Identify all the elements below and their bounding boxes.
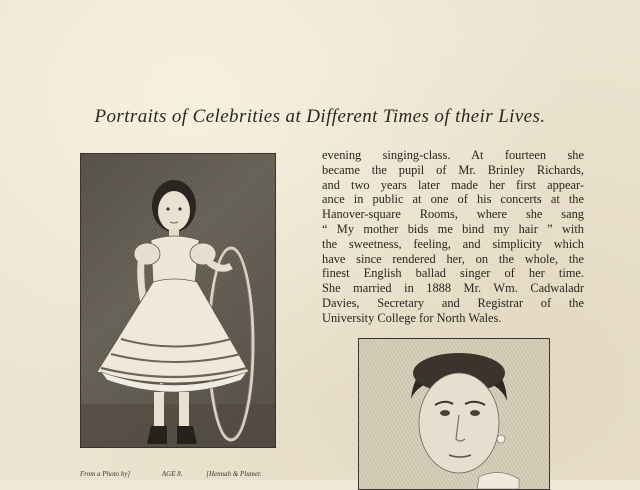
article-line: Davies, Secretary and Registrar of the (322, 295, 584, 310)
caption-age: AGE 8. (161, 470, 183, 478)
engraving-woman-illustration (359, 339, 549, 489)
article-line: University College for North Wales. (322, 310, 502, 325)
article-line: and two years later made her first appear- (322, 177, 584, 192)
figure-caption-left (80, 470, 280, 478)
article-line: Hanover-square Rooms, where she sang (322, 207, 584, 222)
article-line: She married in 1888 Mr. Wm. Cadwaladr (322, 281, 584, 296)
engraving-girl-illustration (81, 154, 275, 447)
portrait-girl-with-hoop (80, 153, 276, 448)
portrait-woman (358, 338, 550, 490)
caption-photo-credit: From a Photo by] (80, 470, 131, 478)
caption-photographer: [Hennah & Plumer. (206, 470, 262, 478)
article-body (322, 148, 584, 326)
running-head: Portraits of Celebrities at Different Times of their Lives. (94, 106, 546, 127)
article-line: have since rendered her, on the whole, the (322, 251, 584, 266)
article-line: evening singing-class. At fourteen she (322, 148, 584, 162)
article-line: finest English ballad singer of her time. (322, 266, 584, 281)
article-line: ance in public at one of his concerts at the (322, 192, 584, 207)
article-line: “ My mother bids me bind my hair ” with (322, 221, 584, 236)
article-line: became the pupil of Mr. Brinley Richards, (322, 162, 584, 177)
article-line: the sweetness, feeling, and simplicity which (322, 236, 584, 251)
